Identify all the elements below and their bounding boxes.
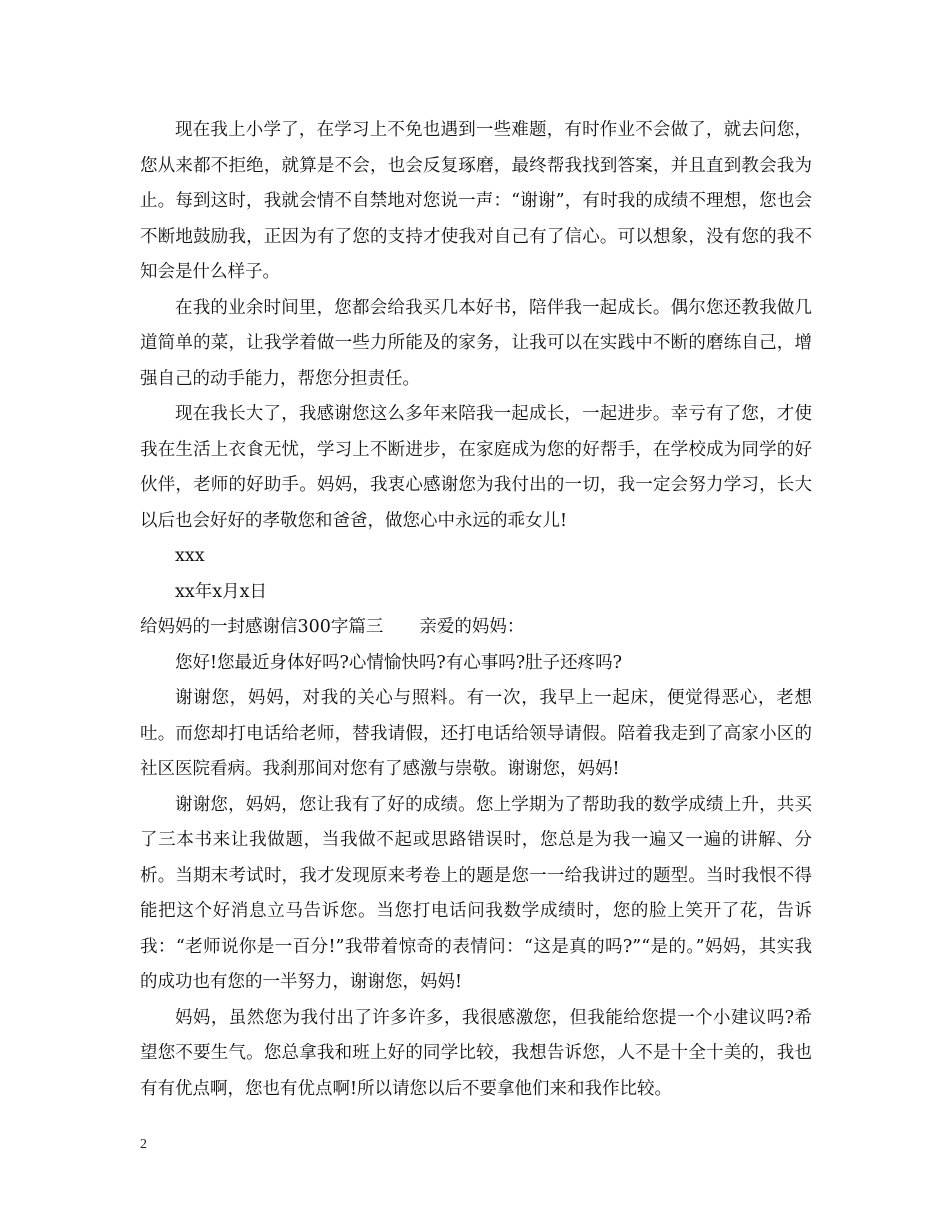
signature: xxx — [175, 546, 205, 566]
paragraph-5: 谢谢您，妈妈，对我的关心与照料。有一次，我早上一起床，便觉得恶心，老想吐。而您却打电话给老师，替我请假，还打电话给领导请假。陪着我走到了高家小区的社区医院看病。我刹那间对您有了感激与崇敬。谢谢您，妈妈! — [140, 688, 812, 779]
page-number: 2 — [140, 1137, 147, 1152]
paragraph-3: 现在我长大了，我感谢您这么多年来陪我一起成长，一起进步。幸亏有了您，才使我在生活上衣食无忧，学习上不断进步，在家庭成为您的好帮手，在学校成为同学的好伙伴，老师的好助手。妈妈，我衷心感谢您为我付出的一切，我一定会努力学习，长大以后也会好好的孝敬您和爸爸，做您心中永远的乖女儿! — [140, 404, 812, 531]
salutation: 亲爱的妈妈： — [419, 617, 525, 637]
letter-body — [140, 113, 812, 1107]
paragraph-1: 现在我上小学了，在学习上不免也遇到一些难题，有时作业不会做了，就去问您，您从来都不拒绝，就算是不会，也会反复琢磨，最终帮我找到答案，并且直到教会我为止。每到这时，我就会情不自禁地对您说一声：“谢谢”，有时我的成绩不理想，您也会不断地鼓励我，正因为有了您的支持才使我对自己有了信心。可以想象，没有您的我不知会是什么样子。 — [140, 120, 812, 282]
section-title: 给妈妈的一封感谢信300字篇三 — [140, 617, 384, 637]
date-line: xx年x月x日 — [175, 581, 267, 602]
paragraph-2: 在我的业余时间里，您都会给我买几本好书，陪伴我一起成长。偶尔您还教我做几道简单的菜，让我学着做一些力所能及的家务，让我可以在实践中不断的磨练自己，增强自己的动手能力，帮您分担责任。 — [140, 297, 812, 389]
paragraph-4: 您好!您最近身体好吗?心情愉快吗?有心事吗?肚子还疼吗? — [175, 652, 623, 673]
paragraph-7: 妈妈，虽然您为我付出了许多许多，我很感激您，但我能给您提一个小建议吗?希望您不要生气。您总拿我和班上好的同学比较，我想告诉您，人不是十全十美的，我也有有优点啊，您也有优点啊!所以请您以后不要拿他们来和我作比较。 — [140, 1007, 812, 1099]
section-heading-line — [140, 610, 812, 646]
paragraph-6: 谢谢您，妈妈，您让我有了好的成绩。您上学期为了帮助我的数学成绩上升，共买了三本书来让我做题，当我做不起或思路错误时，您总是为我一遍又一遍的讲解、分析。当期末考试时，我才发现原来考卷上的题是您一一给我讲过的题型。当时我恨不得能把这个好消息立马告诉您。当您打电话问我数学成绩时，您的脸上笑开了花，告诉我：“老师说你是一百分!”我带着惊奇的表情问：“这是真的吗?”“是的。”妈妈，其实我的成功也有您的一半努力，谢谢您，妈妈! — [140, 794, 812, 992]
